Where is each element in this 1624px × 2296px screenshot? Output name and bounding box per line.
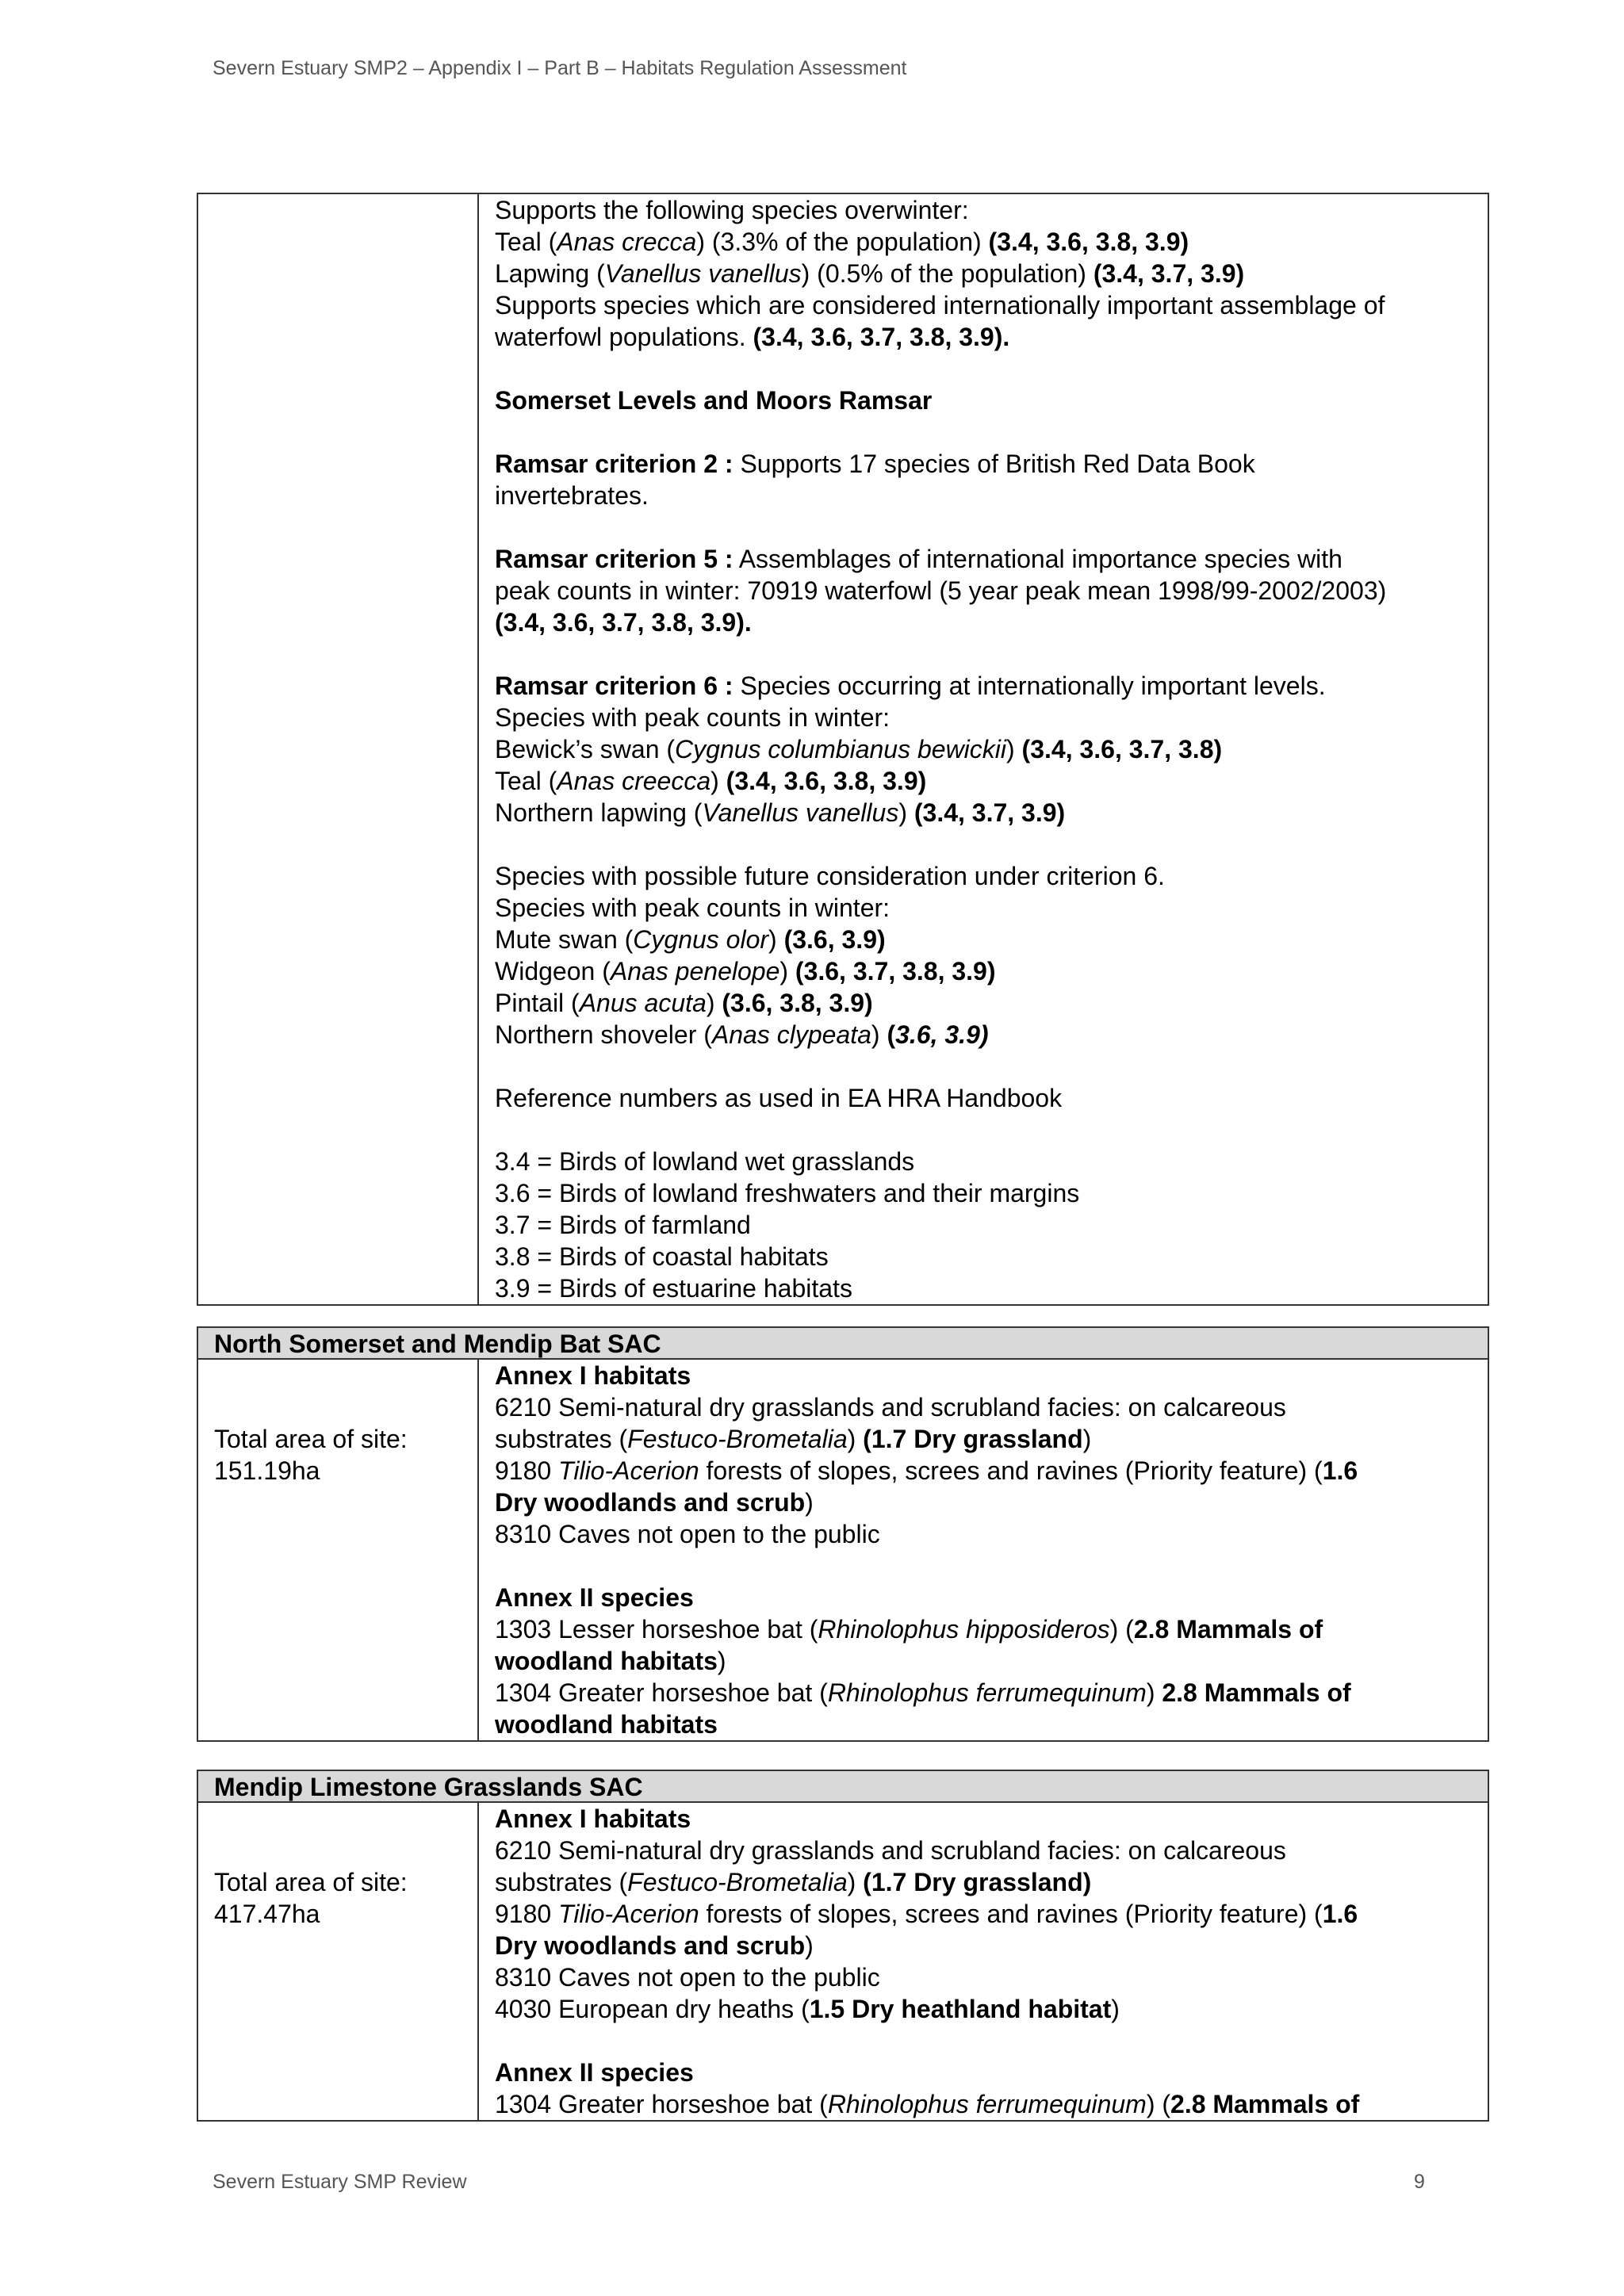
text-run: (3.4, 3.7, 3.9) <box>914 798 1066 827</box>
text-line <box>495 1423 1472 1455</box>
site-table-mendip-limestone-grasslands-sac <box>197 1770 1489 2122</box>
text-run: Tilio-Acerion <box>558 1456 699 1485</box>
blank-line <box>495 1550 1472 1582</box>
text-line <box>495 258 1472 289</box>
text-run: ) <box>898 798 914 827</box>
text-run: 6210 Semi-natural dry grasslands and scrubland facies: on calcareous <box>495 1836 1286 1865</box>
text-line <box>495 1455 1472 1487</box>
text-run: Vanellus vanellus <box>604 259 802 288</box>
text-run: Ramsar criterion 6 : <box>495 672 733 700</box>
blank-line <box>495 353 1472 385</box>
site-title: Mendip Limestone Grasslands SAC <box>198 1771 1488 1803</box>
text-run: ) (0.5% of the population) <box>801 259 1094 288</box>
text-line <box>495 607 1472 638</box>
text-run: Festuco-Brometalia <box>627 1868 848 1896</box>
text-line <box>495 1487 1472 1518</box>
site-features-cell <box>479 1360 1488 1740</box>
text-run: Bewick’s swan ( <box>495 735 676 763</box>
text-run: forests of slopes, screes and ravines (Priority feature) ( <box>699 1900 1323 1928</box>
text-run: woodland habitats <box>495 1647 718 1675</box>
text-line <box>495 1613 1472 1645</box>
text-run: Ramsar criterion 5 : <box>495 545 733 573</box>
text-line <box>495 480 1472 511</box>
text-run: 1304 Greater horseshoe bat ( <box>495 2090 828 2118</box>
site-area-label: Total area of site: <box>214 1868 408 1896</box>
text-run: Lapwing ( <box>495 259 605 288</box>
text-line <box>495 1209 1472 1241</box>
text-run: Teal ( <box>495 767 557 795</box>
text-line <box>495 1961 1472 1993</box>
site-area-value: 417.47ha <box>214 1900 320 1928</box>
text-run: 1.6 <box>1322 1456 1358 1485</box>
text-line <box>495 448 1472 480</box>
text-line <box>495 1866 1472 1898</box>
text-line <box>495 1993 1472 2025</box>
table-row <box>198 194 1488 1304</box>
text-line <box>495 733 1472 765</box>
blank-line <box>495 1114 1472 1146</box>
text-run: Dry woodlands and scrub <box>495 1931 806 1960</box>
text-run: Somerset Levels and Moors Ramsar <box>495 386 933 415</box>
text-line <box>495 2088 1472 2120</box>
page-number: 9 <box>1414 2171 1425 2193</box>
text-run: 3.9 = Birds of estuarine habitats <box>495 1274 852 1303</box>
text-run: woodland habitats <box>495 1710 718 1739</box>
text-run: Annex I habitats <box>495 1361 691 1390</box>
blank-line <box>495 1050 1472 1082</box>
text-line <box>495 1518 1472 1550</box>
text-line <box>495 289 1472 321</box>
text-run: Teal ( <box>495 228 557 256</box>
text-run: ( <box>887 1020 896 1049</box>
habitat-table-continued <box>197 193 1489 1306</box>
site-table-north-somerset-mendip-bat-sac <box>197 1326 1489 1742</box>
text-run: Ramsar criterion 2 : <box>495 450 733 478</box>
text-run: Mute swan ( <box>495 925 634 954</box>
text-run: Supports species which are considered internationally important assemblage of <box>495 291 1385 320</box>
text-line <box>495 1835 1472 1866</box>
text-line <box>495 892 1472 924</box>
text-run: Festuco-Brometalia <box>627 1425 848 1453</box>
text-line <box>495 1930 1472 1961</box>
text-run: Annex II species <box>495 1583 694 1612</box>
text-run: ) <box>1006 735 1022 763</box>
text-run: peak counts in winter: 70919 waterfowl (5 year peak mean 1998/99-2002/2003) <box>495 576 1387 605</box>
text-run: Cygnus olor <box>633 925 769 954</box>
text-run: substrates ( <box>495 1425 628 1453</box>
text-run: (3.4, 3.6, 3.8, 3.9) <box>988 228 1189 256</box>
text-run: 1304 Greater horseshoe bat ( <box>495 1678 828 1707</box>
text-run: Pintail ( <box>495 989 580 1017</box>
text-run: 3.7 = Birds of farmland <box>495 1211 751 1239</box>
text-run: (3.4, 3.6, 3.7, 3.8, 3.9). <box>753 323 1010 351</box>
text-run: ) <box>847 1425 864 1453</box>
site-features-cell <box>479 194 1488 1304</box>
text-run: Species with possible future consideration under criterion 6. <box>495 862 1165 890</box>
text-line <box>495 702 1472 733</box>
text-run: 3.6, 3.9) <box>895 1020 989 1049</box>
text-line <box>495 575 1472 607</box>
text-line <box>495 1803 1472 1835</box>
text-line <box>495 1677 1472 1709</box>
text-run: Anus acuta <box>579 989 707 1017</box>
text-line <box>495 226 1472 258</box>
text-run: 8310 Caves not open to the public <box>495 1520 880 1548</box>
text-run: forests of slopes, screes and ravines (Priority feature) ( <box>699 1456 1323 1485</box>
features-text <box>495 1360 1472 1740</box>
text-run: Species with peak counts in winter: <box>495 894 891 922</box>
text-run: (1.7 Dry grassland <box>863 1425 1083 1453</box>
text-run: Rhinolophus ferrumequinum <box>827 2090 1147 2118</box>
text-run: ) <box>1111 1995 1120 2023</box>
text-line <box>495 987 1472 1019</box>
text-run: Species with peak counts in winter: <box>495 703 891 732</box>
text-line <box>495 543 1472 575</box>
text-run: (1.7 Dry grassland) <box>863 1868 1092 1896</box>
text-run: (3.4, 3.6, 3.7, 3.8, 3.9). <box>495 608 752 637</box>
blank-line <box>495 828 1472 860</box>
text-run: ) <box>717 1647 726 1675</box>
text-run: Cygnus columbianus bewickii <box>675 735 1006 763</box>
text-line <box>495 1146 1472 1177</box>
page-footer: Severn Estuary SMP Review <box>213 2171 467 2193</box>
text-run: Annex II species <box>495 2058 694 2087</box>
text-run: invertebrates. <box>495 481 649 510</box>
features-text <box>495 1803 1472 2120</box>
text-line <box>495 1709 1472 1740</box>
text-run: Northern shoveler ( <box>495 1020 712 1049</box>
text-line <box>495 1241 1472 1272</box>
features-text <box>495 194 1472 1304</box>
text-run: ) <box>805 1931 814 1960</box>
text-run: 1303 Lesser horseshoe bat ( <box>495 1615 818 1644</box>
text-run: (3.6, 3.8, 3.9) <box>722 989 873 1017</box>
text-line <box>495 1360 1472 1391</box>
text-line <box>495 1645 1472 1677</box>
text-line <box>495 1177 1472 1209</box>
text-line <box>495 1272 1472 1304</box>
site-area-cell <box>198 1360 479 1740</box>
text-line <box>495 194 1472 226</box>
text-run: (3.4, 3.6, 3.7, 3.8) <box>1021 735 1223 763</box>
site-title: North Somerset and Mendip Bat SAC <box>198 1328 1488 1360</box>
text-run: 1.5 Dry heathland habitat <box>809 1995 1112 2023</box>
text-line <box>495 955 1472 987</box>
text-run: (3.4, 3.7, 3.9) <box>1093 259 1245 288</box>
text-run: ) ( <box>1109 1615 1134 1644</box>
table-row <box>198 1360 1488 1740</box>
text-run: Rhinolophus ferrumequinum <box>827 1678 1147 1707</box>
text-run: 2.8 Mammals of <box>1133 1615 1323 1644</box>
text-run: (3.4, 3.6, 3.8, 3.9) <box>726 767 927 795</box>
table-row <box>198 1803 1488 2120</box>
text-run: Supports the following species overwinter: <box>495 196 969 224</box>
blank-line <box>495 416 1472 448</box>
site-area-cell <box>198 1803 479 2120</box>
text-run: Anas crecca <box>557 228 697 256</box>
text-run: Annex I habitats <box>495 1804 691 1833</box>
text-run: (3.6, 3.7, 3.8, 3.9) <box>795 957 996 985</box>
text-run: Dry woodlands and scrub <box>495 1488 806 1517</box>
text-run: 2.8 Mammals of <box>1162 1678 1351 1707</box>
text-run: Species occurring at internationally important levels. <box>733 672 1326 700</box>
text-run: Assemblages of international importance species with <box>733 545 1342 573</box>
text-run: ) ( <box>1146 2090 1171 2118</box>
text-run: 3.8 = Birds of coastal habitats <box>495 1242 829 1271</box>
text-line <box>495 765 1472 797</box>
text-run: ) <box>1082 1425 1092 1453</box>
text-line <box>495 1898 1472 1930</box>
page-header: Severn Estuary SMP2 – Appendix I – Part B – Habitats Regulation Assessment <box>213 57 907 79</box>
text-run: ) <box>805 1488 814 1517</box>
text-line <box>495 1582 1472 1613</box>
text-run: Anas penelope <box>610 957 780 985</box>
text-run: ) <box>847 1868 864 1896</box>
text-run: ) <box>871 1020 887 1049</box>
text-run: Rhinolophus hipposideros <box>818 1615 1110 1644</box>
text-run: 6210 Semi-natural dry grasslands and scrubland facies: on calcareous <box>495 1393 1286 1422</box>
site-features-cell <box>479 1803 1488 2120</box>
text-run: waterfowl populations. <box>495 323 753 351</box>
text-run: ) <box>710 767 726 795</box>
text-run: Supports 17 species of British Red Data Book <box>733 450 1255 478</box>
text-line <box>495 2057 1472 2088</box>
text-run: 9180 <box>495 1456 559 1485</box>
text-run: 3.6 = Birds of lowland freshwaters and their margins <box>495 1179 1080 1207</box>
text-run: ) (3.3% of the population) <box>696 228 989 256</box>
text-run: Anas creecca <box>557 767 711 795</box>
text-run: substrates ( <box>495 1868 628 1896</box>
text-line <box>495 385 1472 416</box>
text-run: Widgeon ( <box>495 957 611 985</box>
text-run: Anas clypeata <box>711 1020 871 1049</box>
text-line <box>495 860 1472 892</box>
blank-line <box>495 638 1472 670</box>
text-run: 4030 European dry heaths ( <box>495 1995 810 2023</box>
text-run: 9180 <box>495 1900 559 1928</box>
text-line <box>495 321 1472 353</box>
text-run: Northern lapwing ( <box>495 798 703 827</box>
text-run: Vanellus vanellus <box>702 798 899 827</box>
blank-line <box>495 511 1472 543</box>
site-area-label: Total area of site: <box>214 1425 408 1453</box>
text-line <box>495 1082 1472 1114</box>
text-run: 2.8 Mammals of <box>1170 2090 1360 2118</box>
text-run: ) <box>779 957 795 985</box>
text-run: ) <box>1146 1678 1162 1707</box>
text-run: 3.4 = Birds of lowland wet grasslands <box>495 1147 915 1176</box>
text-run: ) <box>706 989 722 1017</box>
site-cell-empty <box>198 194 479 1304</box>
text-run: (3.6, 3.9) <box>783 925 886 954</box>
blank-line <box>495 2025 1472 2057</box>
text-line <box>495 1391 1472 1423</box>
text-line <box>495 924 1472 955</box>
text-line <box>495 1019 1472 1050</box>
text-run: ) <box>768 925 784 954</box>
text-run: 8310 Caves not open to the public <box>495 1963 880 1992</box>
text-run: Tilio-Acerion <box>558 1900 699 1928</box>
text-line <box>495 670 1472 702</box>
text-run: Reference numbers as used in EA HRA Handbook <box>495 1084 1063 1112</box>
text-run: 1.6 <box>1322 1900 1358 1928</box>
text-line <box>495 797 1472 828</box>
site-area-value: 151.19ha <box>214 1456 320 1485</box>
